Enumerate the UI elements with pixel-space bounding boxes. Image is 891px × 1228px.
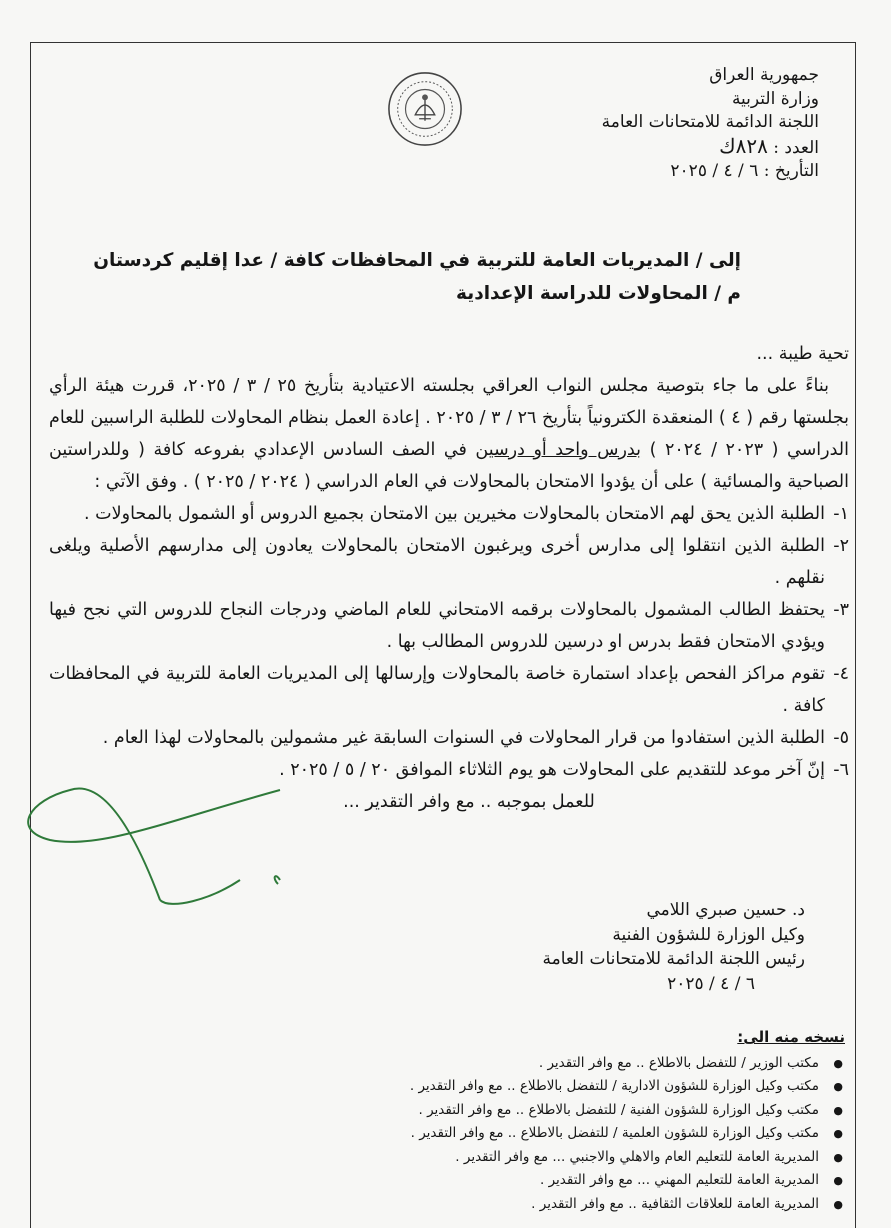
list-item: ٤- تقوم مراكز الفحص بإعداد استمارة خاصة بالمحاولات وإرسالها إلى المديريات العامة للتربية في المحافظات كافة . [49,664,849,716]
signature-scribble-icon [10,760,310,920]
country-name: جمهورية العراق [709,65,819,85]
intro-text-b: في الصف السادس الإعدادي بفروعه كافة ( وللدراستين الصباحية والمسائية ) على أن يؤدوا الامتحان بالمحاولات في العام الدراسي ( ٢٠٢٤ / ٢٠٢٥ ) . وفق الآتي : [49,440,849,492]
intro-text-a: بناءً على ما جاء بتوصية مجلس النواب العراقي بجلسته الاعتيادية بتأريخ ٢٥ / ٣ / ٢٠٢٥، قررت هيئة الرأي بجلستها رقم ( ٤ ) المنعقدة الكترونياً بتأريخ ٢٦ / ٣ / ٢٠٢٥ . إعادة العمل بنظام المحاولات للطلبة الراسبين للعام الدراسي ( ٢٠٢٣ / ٢٠٢٤ ) [49,376,849,460]
copies-title: نسخه منه الى: [737,1028,845,1046]
letter-header [489,64,819,184]
list-item: ● مكتب وكيل الوزارة للشؤون الفنية / للتفضل بالاطلاع .. مع وافر التقدير . [45,1099,845,1123]
signature-block [465,898,805,996]
address-block [93,244,741,310]
date-value: ٦ / ٤ / ٢٠٢٥ [670,161,759,181]
number-label: العدد : [773,137,819,158]
signature-date: ٦ / ٤ / ٢٠٢٥ [667,973,755,994]
list-item: ● مكتب وكيل الوزارة للشؤون الادارية / للتفضل بالاطلاع .. مع وافر التقدير . [45,1075,845,1099]
subject-line: م / المحاولات للدراسة الإعدادية [456,283,741,304]
copies-list [45,1052,845,1217]
list-item: ● المديرية العامة للعلاقات الثقافية .. مع وافر التقدير . [45,1193,845,1217]
number-value: ٨٢٨ك [719,133,768,158]
date-label: التأريخ : [763,161,819,181]
intro-underlined: بدرس واحد أو درسين [475,440,642,460]
signatory-name: د. حسين صبري اللامي [646,900,805,920]
ministry-seal-icon [386,70,464,148]
greeting: تحية طيبة ... [756,344,849,364]
letter-date [489,160,819,184]
intro-paragraph [49,370,849,498]
closing-line: للعمل بموجبه .. مع وافر التقدير ... [343,792,595,812]
list-item: ● المديرية العامة للتعليم العام والاهلي والاجنبي ... مع وافر التقدير . [45,1146,845,1170]
signatory-title: وكيل الوزارة للشؤون الفنية [612,924,805,945]
list-item: ٢- الطلبة الذين انتقلوا إلى مدارس أخرى ويرغبون الامتحان بالمحاولات يعادون إلى مدارسهم الأصلية ويلغى نقلهم . [49,536,849,588]
reference-number [489,135,819,161]
signatory-title: رئيس اللجنة الدائمة للامتحانات العامة [542,949,805,969]
list-item: ● مكتب وكيل الوزارة للشؤون العلمية / للتفضل بالاطلاع .. مع وافر التقدير . [45,1122,845,1146]
list-item: ٣- يحتفظ الطالب المشمول بالمحاولات برقمه الامتحاني للعام الماضي ودرجات النجاح للدروس التي نجح فيها ويؤدي الامتحان فقط بدرس او درسين للدروس المطالب بها . [49,600,849,652]
committee-name: اللجنة الدائمة للامتحانات العامة [601,112,819,132]
list-item: ● مكتب الوزير / للتفضل بالاطلاع .. مع وافر التقدير . [45,1052,845,1076]
letter-body [49,338,849,818]
list-item: ٦- إنّ آخر موعد للتقديم على المحاولات هو يوم الثلاثاء الموافق ٢٠ / ٥ / ٢٠٢٥ . [279,760,849,780]
copies-section [45,1026,845,1216]
list-item: ٥- الطلبة الذين استفادوا من قرار المحاولات في السنوات السابقة غير مشمولين بالمحاولات لهذا العام . [102,728,849,748]
list-item: ١- الطلبة الذين يحق لهم الامتحان بالمحاولات مخيرين بين الامتحان بجميع الدروس أو الشمول بالمحاولات . [84,504,849,524]
ministry-name: وزارة التربية [731,88,819,109]
list-item: ● المديرية العامة للتعليم المهني ... مع وافر التقدير . [45,1169,845,1193]
recipient-line: إلى / المديريات العامة للتربية في المحافظات كافة / عدا إقليم كردستان [93,250,741,271]
